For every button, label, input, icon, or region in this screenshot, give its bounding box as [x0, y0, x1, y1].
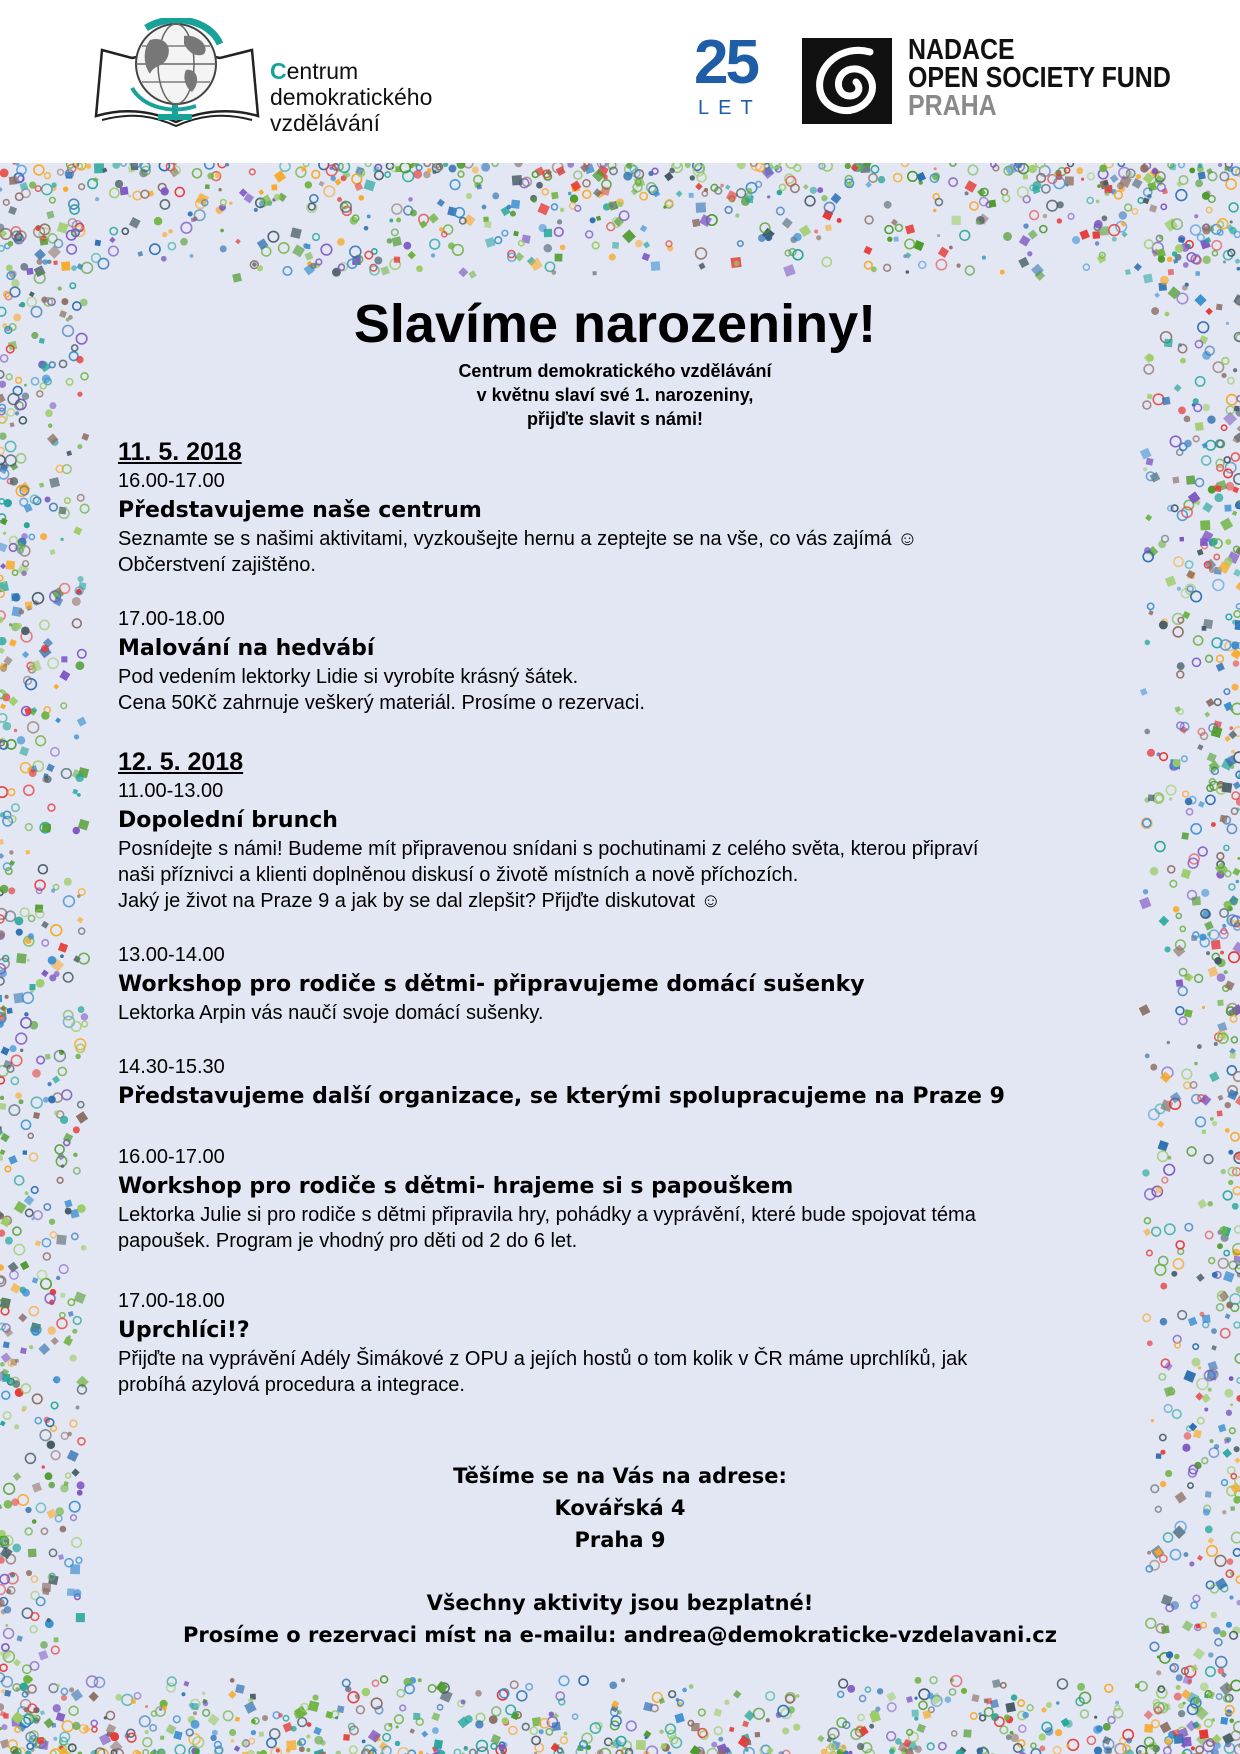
osf-anniversary-number: 25: [694, 28, 757, 97]
event-4-time: 13.00-14.00: [118, 944, 225, 966]
osf-name-line3: PRAHA: [908, 90, 997, 122]
flyer-content: [0, 163, 1240, 1754]
event-5-title: Představujeme další organizace, se kterými spolupracujeme na Praze 9: [118, 1084, 1005, 1109]
event-3-desc-line-2: naši příznivci a klienti doplněnou diskusí o životě místních a nově příchozích.: [118, 864, 799, 886]
event-6-title: Workshop pro rodiče s dětmi- hrajeme si s papouškem: [118, 1174, 794, 1199]
osf-logo: [694, 28, 1214, 128]
globe-book-icon: [92, 18, 272, 146]
cdv-logo-line3: vzdělávání: [270, 110, 380, 136]
event-7-title: Uprchlíci!?: [118, 1318, 250, 1343]
day-2-date: 12. 5. 2018: [118, 748, 244, 776]
event-2-title: Malování na hedvábí: [118, 636, 375, 661]
reservation-email-note: Prosíme o rezervaci míst na e-mailu: andrea@demokraticke-vzdelavani.cz: [183, 1623, 1057, 1647]
cdv-logo-text: [270, 58, 432, 136]
event-1-time: 16.00-17.00: [118, 470, 225, 492]
event-2-desc-line-1: Pod vedením lektorky Lidie si vyrobíte krásný šátek.: [118, 666, 579, 688]
osf-name-line2: OPEN SOCIETY FUND: [908, 62, 1171, 94]
cdv-logo-line1: entrum: [286, 58, 359, 84]
cdv-logo: [92, 18, 492, 146]
event-1-title: Představujeme naše centrum: [118, 498, 482, 523]
event-3-desc-line-3: Jaký je život na Praze 9 a jak by se dal zlepšit? Přijďte diskutovat ☺: [118, 890, 721, 912]
event-3-time: 11.00-13.00: [118, 780, 224, 802]
event-1-desc-line-2: Občerstvení zajištěno.: [118, 554, 316, 576]
osf-spiral-icon: [802, 38, 892, 124]
day-1-date: 11. 5. 2018: [118, 438, 242, 466]
osf-name-line1: NADACE: [908, 34, 1015, 66]
event-2-time: 17.00-18.00: [118, 608, 225, 630]
event-6-desc-line-1: Lektorka Julie si pro rodiče s dětmi připravila hry, pohádky a vyprávění, které bude spojovat téma: [118, 1204, 976, 1226]
event-5-time: 14.30-15.30: [118, 1056, 225, 1078]
osf-name: [908, 36, 1171, 120]
page-title: Slavíme narozeniny!: [353, 294, 877, 354]
event-4-desc-line-1: Lektorka Arpin vás naučí svoje domácí sušenky.: [118, 1002, 544, 1024]
address-city: Praha 9: [574, 1528, 666, 1552]
header: [0, 0, 1240, 163]
address-intro: Těšíme se na Vás na adrese:: [453, 1464, 787, 1488]
event-6-time: 16.00-17.00: [118, 1146, 225, 1168]
cdv-logo-first-letter: C: [270, 58, 287, 84]
event-7-desc-line-2: probíhá azylová procedura a integrace.: [118, 1374, 465, 1396]
cdv-logo-line2: demokratického: [270, 84, 433, 110]
free-activities-note: Všechny aktivity jsou bezplatné!: [426, 1591, 814, 1615]
event-1-desc-line-1: Seznamte se s našimi aktivitami, vyzkoušejte hernu a zeptejte se na vše, co vás zajímá ☺: [118, 528, 918, 550]
osf-anniversary-let: LET: [698, 97, 762, 119]
intro-line-1: Centrum demokratického vzdělávání: [458, 361, 772, 381]
event-3-title: Dopolední brunch: [118, 808, 338, 833]
event-7-desc-line-1: Přijďte na vyprávění Adély Šimákové z OPU a jejích hostů o tom kolik v ČR máme uprchlíků, jak: [118, 1348, 968, 1370]
event-7-time: 17.00-18.00: [118, 1290, 225, 1312]
address-street: Kovářská 4: [554, 1496, 686, 1520]
intro-line-2: v květnu slaví své 1. narozeniny,: [476, 385, 754, 405]
event-3-desc-line-1: Posnídejte s námi! Budeme mít připravenou snídani s pochutinami z celého světa, kterou připraví: [118, 838, 979, 860]
event-6-desc-line-2: papoušek. Program je vhodný pro děti od 2 do 6 let.: [118, 1230, 578, 1252]
event-4-title: Workshop pro rodiče s dětmi- připravujeme domácí sušenky: [118, 972, 865, 997]
intro-line-3: přijďte slavit s námi!: [527, 409, 703, 429]
event-2-desc-line-2: Cena 50Kč zahrnuje veškerý materiál. Prosíme o rezervaci.: [118, 692, 645, 714]
